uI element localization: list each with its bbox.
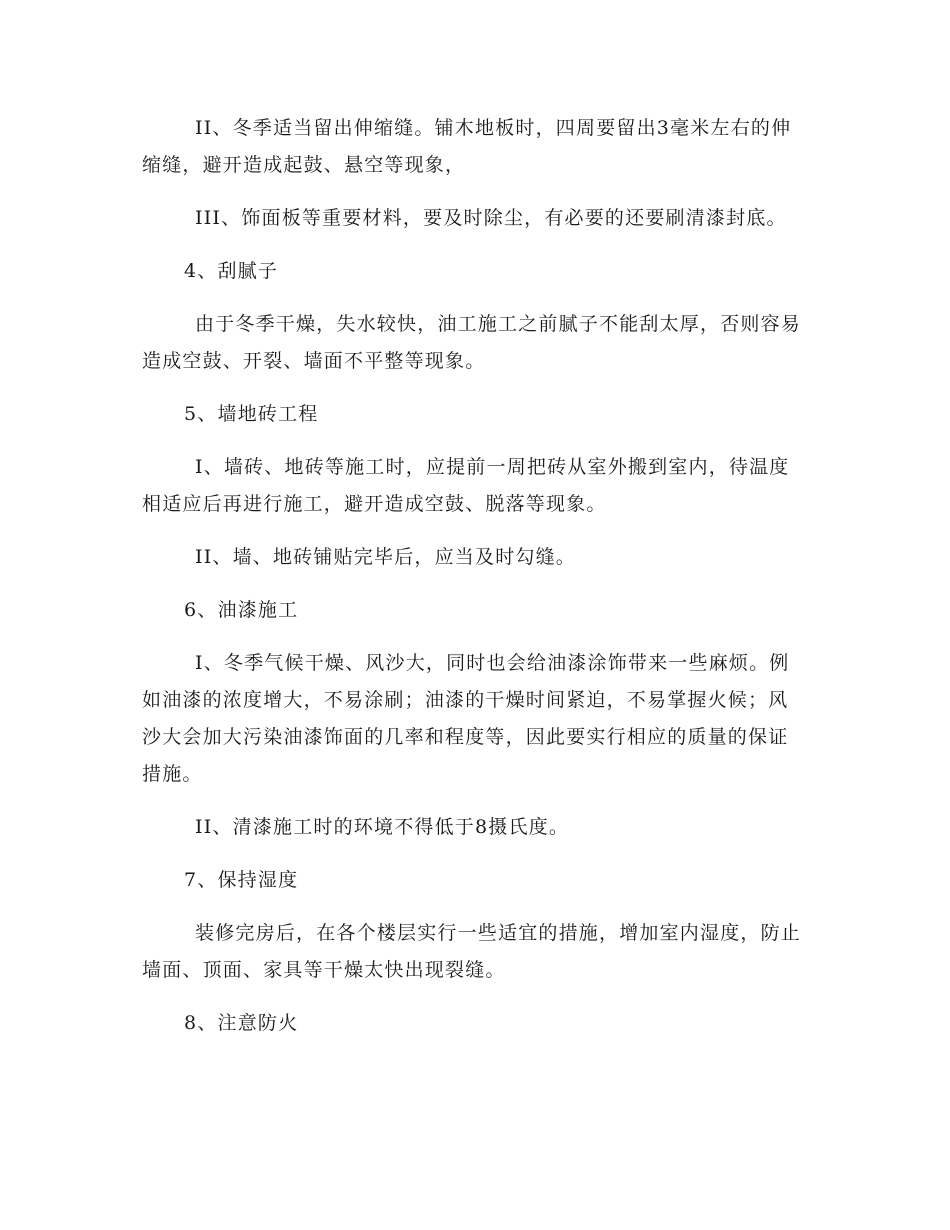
paragraph-veneer-dust: III、饰面板等重要材料，要及时除尘，有必要的还要刷清漆封底。 xyxy=(195,207,787,229)
paragraph-putty: 由于冬季干燥，失水较快，油工施工之前腻子不能刮太厚，否则容易造成空鼓、开裂、墙面不平整等现象。 xyxy=(142,313,802,372)
paragraph-expansion-joints: II、冬季适当留出伸缩缝。铺木地板时，四周要留出3毫米左右的伸缩缝，避开造成起鼓、悬空等现象， xyxy=(142,117,792,176)
section-heading-paint: 6、油漆施工 xyxy=(184,599,299,621)
section-heading-putty: 4、刮腻子 xyxy=(184,260,279,282)
paragraph-humidity: 装修完房后，在各个楼层实行一些适宜的措施，增加室内湿度，防止墙面、顶面、家具等干燥太快出现裂缝。 xyxy=(142,922,802,981)
section-heading-fire: 8、注意防火 xyxy=(184,1012,299,1034)
section-heading-tiles: 5、墙地砖工程 xyxy=(184,403,319,425)
section-heading-humidity: 7、保持湿度 xyxy=(184,869,299,891)
document-body xyxy=(142,110,807,1042)
paragraph-paint-winter: I、冬季气候干燥、风沙大，同时也会给油漆涂饰带来一些麻烦。例如油漆的浓度增大，不易涂刷；油漆的干燥时间紧迫，不易掌握火候；风沙大会加大污染油漆饰面的几率和程度等，因此要实行相应的质量的保证措施。 xyxy=(142,652,790,785)
paragraph-tiles-grout: II、墙、地砖铺贴完毕后，应当及时勾缝。 xyxy=(195,546,577,568)
paragraph-varnish-temperature: II、清漆施工时的环境不得低于8摄氏度。 xyxy=(195,816,570,838)
paragraph-tiles-acclimate: I、墙砖、地砖等施工时，应提前一周把砖从室外搬到室内，待温度相适应后再进行施工，避开造成空鼓、脱落等现象。 xyxy=(142,456,790,515)
